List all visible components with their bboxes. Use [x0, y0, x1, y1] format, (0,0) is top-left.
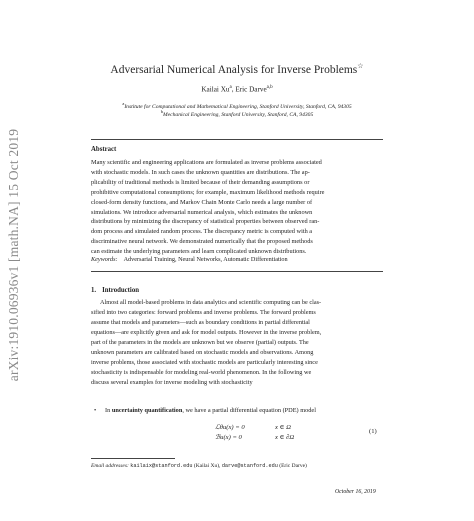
equation-row — [215, 423, 294, 433]
abstract-line: dom process and simulated random process. The discrepancy metric is computed with a — [91, 228, 313, 236]
author-name: Eric Darve — [235, 85, 267, 94]
bullet-suffix: , we have a partial differential equation (PDE) model — [182, 407, 316, 414]
bullet-marker: • — [94, 407, 97, 414]
email-link[interactable]: darve@stanford.edu — [221, 463, 278, 469]
author-list: Kailai Xu$^a$, Eric Darve$^{a,b}$ — [201, 85, 273, 94]
paper-title — [0, 62, 474, 76]
equation-condition: x ∈ Ω — [275, 424, 291, 431]
body-line: unknown parameters are calibrated based on stochastic models and observations. Among — [91, 348, 314, 356]
affiliation — [0, 109, 474, 118]
abstract-line: Many scientific and engineering applications are formulated as inverse problems associated — [91, 159, 322, 166]
abstract-line: simulations. We introduce adversarial numerical analysis, which estimates the unknown — [91, 208, 313, 216]
keywords-text: Adversarial Training, Neural Networks, Automatic Differentiation — [123, 256, 288, 263]
author-affil-mark: a — [229, 85, 232, 90]
body-line: stochasticity is indispensable for modeling real-world phenomenon. In the following we — [91, 368, 312, 376]
abstract-line: plicability of traditional methods is limited because of their demanding assumptions or — [91, 178, 310, 186]
footnote — [91, 463, 307, 469]
footnote-label: Email addresses: — [91, 463, 129, 469]
equation-row — [215, 433, 294, 443]
keywords — [91, 256, 288, 263]
keywords-label: Keywords: — [91, 256, 118, 263]
footnote-name: (Kailai Xu), — [193, 463, 221, 469]
body-line: inverse problems, those associated with stochastic models are particularly interesting since — [91, 358, 318, 366]
abstract-heading: Abstract — [91, 146, 117, 153]
abstract-line: distributions by minimizing the discrepancy of statistical properties between observed ran- — [91, 218, 320, 226]
section-title: Introduction — [102, 287, 139, 294]
abstract-top-rule — [91, 139, 383, 140]
body-line: part of the parameters in the models are unknown but we observe (partial) outputs. The — [91, 338, 309, 346]
arxiv-identifier-text: arXiv:1910.06936v1 [math.NA] 15 Oct 2019 — [6, 128, 21, 382]
section-heading — [91, 287, 139, 294]
paper-title-text: Adversarial Numerical Analysis for Inverse Problems — [110, 63, 358, 76]
abstract-line: closed-form density functions, and Markov Chain Monte Carlo needs a large number of — [91, 198, 313, 206]
footnote-name: (Eric Darve) — [279, 463, 307, 469]
body-line: equations—are explicitly given and ask for model outputs. However in the inverse problem, — [91, 328, 322, 336]
equation-lhs: ℒθu(x) = 0 — [215, 424, 245, 431]
bullet-prefix: In — [105, 407, 111, 414]
preprint-date: October 16, 2019 — [335, 489, 376, 495]
author-affil-mark: a,b — [266, 85, 273, 90]
arxiv-identifier — [4, 120, 24, 390]
affiliation-mark: b — [160, 109, 163, 114]
abstract-body — [91, 158, 383, 257]
equation-lhs: ℬu(x) = 0 — [215, 434, 242, 441]
bullet-item — [91, 407, 383, 414]
bullet-bold-term: uncertainty quantification — [111, 407, 183, 414]
body-line: Almost all model-based problems in data analytics and scientific computing can be clas- — [100, 299, 322, 306]
body-line: sified into two categories: forward problems and inverse problems. The forward problems — [91, 308, 316, 316]
footnote-rule — [91, 458, 175, 459]
affiliation-text: Mechanical Engineering, Stanford University, Stanford, CA, 94305 — [162, 111, 314, 118]
author-name: Kailai Xu — [201, 85, 230, 94]
affiliation-text: Institute for Computational and Mathematical Engineering, Stanford University, Stanford, CA, 94305 — [124, 103, 352, 110]
body-line: discuss several examples for inverse modeling with stochasticity — [91, 378, 253, 386]
equation-block — [215, 423, 294, 443]
section-number: 1. — [91, 287, 97, 294]
equation-number: (1) — [369, 428, 377, 435]
abstract-line: prohibitive computational consumptions; for example, maximum likelihood methods require — [91, 188, 325, 196]
title-footnote-mark: ☆ — [357, 62, 364, 70]
affiliation-mark: a — [122, 101, 125, 106]
abstract-line: discriminative neural network. We demonstrated numerically that the proposed methods — [91, 238, 313, 246]
email-link[interactable]: kailaix@stanford.edu — [130, 463, 193, 469]
abstract-line: with stochastic models. In such cases the unknown quantities are distributions. The ap- — [91, 168, 310, 176]
body-line: assume that models and parameters—such as boundary conditions in partial differential — [91, 318, 310, 326]
introduction-body — [91, 298, 383, 388]
equation-condition: x ∈ ∂Ω — [275, 434, 295, 441]
abstract-bottom-rule — [91, 271, 383, 272]
abstract-line: can estimate the underlying parameters and learn complicated unknown distributions. — [91, 248, 307, 256]
